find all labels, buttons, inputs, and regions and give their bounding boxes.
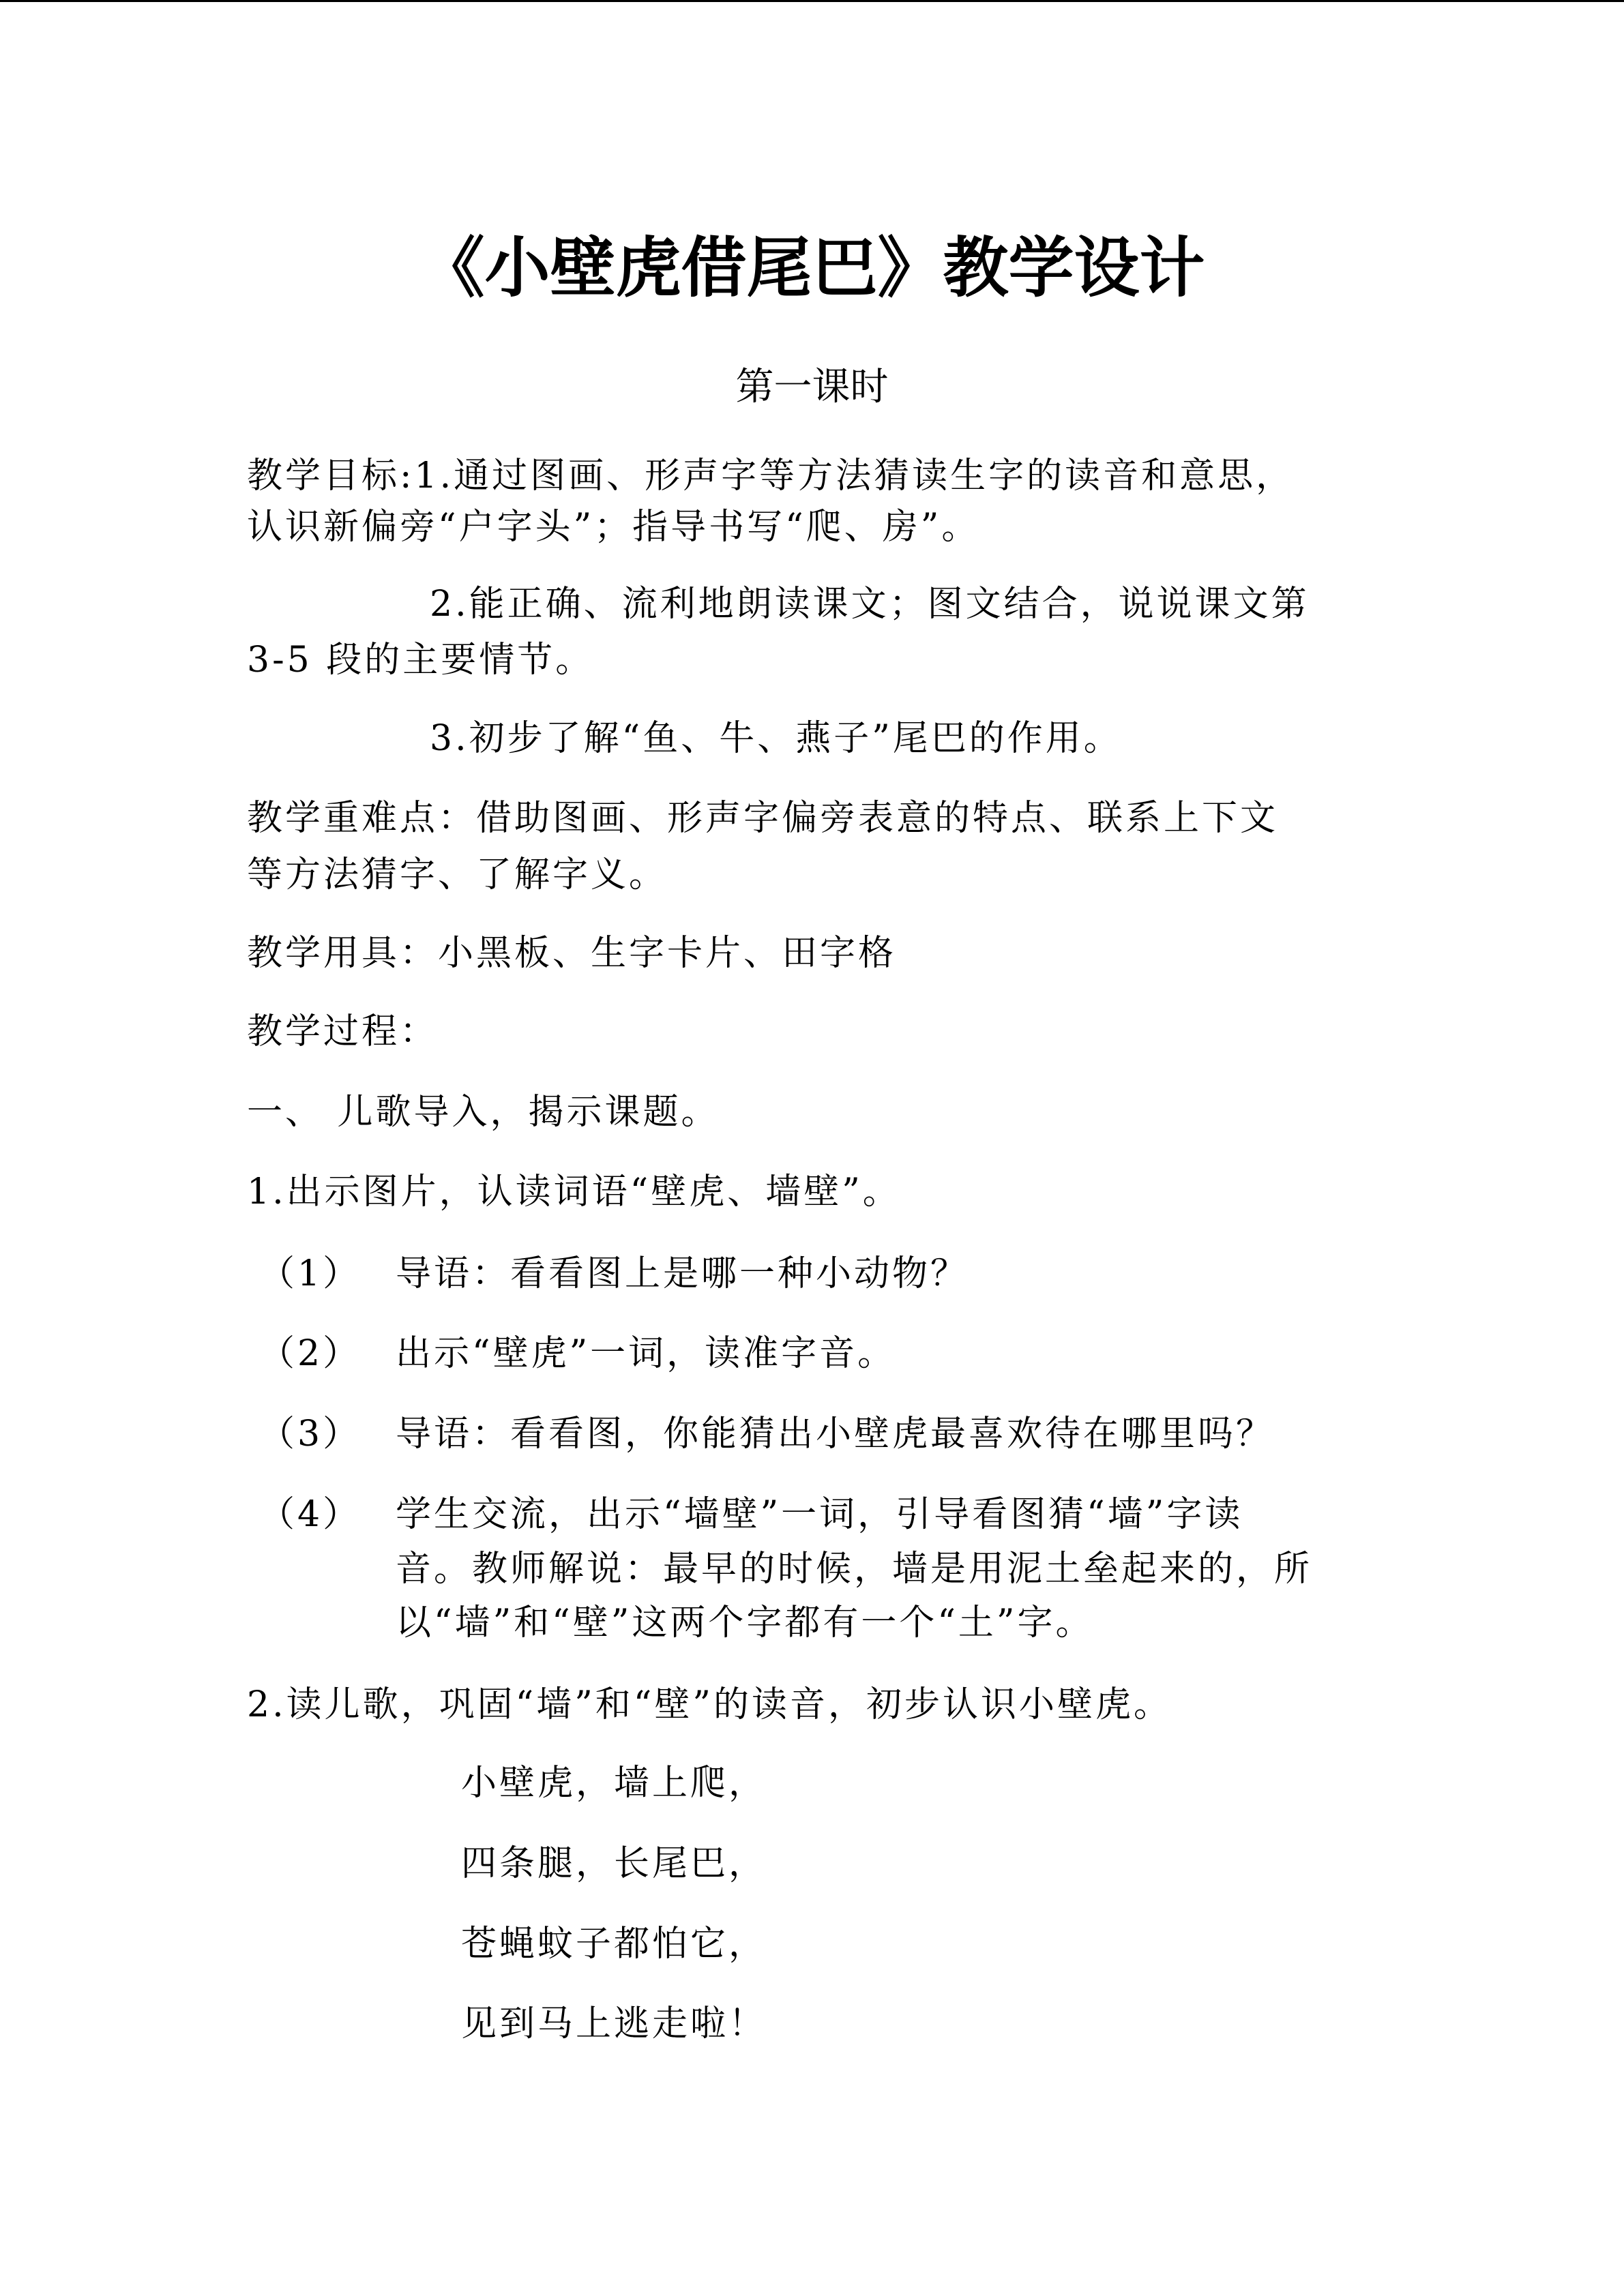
- substep-text: 导语：看看图上是哪一种小动物？: [396, 1253, 969, 1294]
- substep-text: 学生交流，出示“墙壁”一词，引导看图猜“墙”字读: [396, 1494, 1243, 1535]
- substep-text: 以“墙”和“壁”这两个字都有一个“土”字。: [396, 1602, 1094, 1643]
- step-2: 2.读儿歌，巩固“墙”和“壁”的读音，初步认识小壁虎。: [247, 1684, 1172, 1725]
- objective-line-2: 认识新偏旁“户字头”；指导书写“爬、房”。: [247, 507, 980, 548]
- substep-number: （4）: [259, 1494, 361, 1535]
- substep-number: （2）: [259, 1333, 361, 1374]
- poem-line: 小壁虎，墙上爬，: [461, 1763, 767, 1804]
- substep-text: 音。教师解说：最早的时候，墙是用泥土垒起来的，所: [396, 1549, 1313, 1590]
- step-1: 1.出示图片，认读词语“壁虎、墙壁”。: [247, 1172, 901, 1212]
- objective-item2-line-2: 3-5 段的主要情节。: [247, 640, 594, 681]
- document-title: 《小壁虎借尾巴》教学设计: [419, 230, 1205, 306]
- key-points-line-2: 等方法猜字、了解字义。: [247, 854, 668, 895]
- teaching-tools: 教学用具：小黑板、生字卡片、田字格: [247, 933, 897, 974]
- objective-line-1: 教学目标:1.通过图画、形声字等方法猜读生字的读音和意思，: [247, 456, 1295, 496]
- section-heading: 一、 儿歌导入，揭示课题。: [247, 1092, 720, 1133]
- poem-line: 苍蝇蚊子都怕它，: [461, 1924, 767, 1965]
- poem-line: 四条腿，长尾巴，: [461, 1843, 767, 1884]
- process-heading: 教学过程：: [247, 1011, 439, 1052]
- substep-number: （3）: [259, 1414, 361, 1455]
- objective-item3: 3.初步了解“鱼、牛、燕子”尾巴的作用。: [430, 718, 1122, 759]
- lesson-period: 第一课时: [735, 365, 889, 409]
- objective-item2-line-1: 2.能正确、流利地朗读课文；图文结合，说说课文第: [430, 584, 1310, 625]
- substep-text: 导语：看看图，你能猜出小壁虎最喜欢待在哪里吗？: [396, 1414, 1275, 1455]
- key-points-line-1: 教学重难点：借助图画、形声字偏旁表意的特点、联系上下文: [247, 798, 1279, 839]
- substep-number: （1）: [259, 1253, 361, 1294]
- substep-text: 出示“壁虎”一词，读准字音。: [396, 1333, 896, 1374]
- poem-line: 见到马上逃走啦！: [461, 2003, 767, 2044]
